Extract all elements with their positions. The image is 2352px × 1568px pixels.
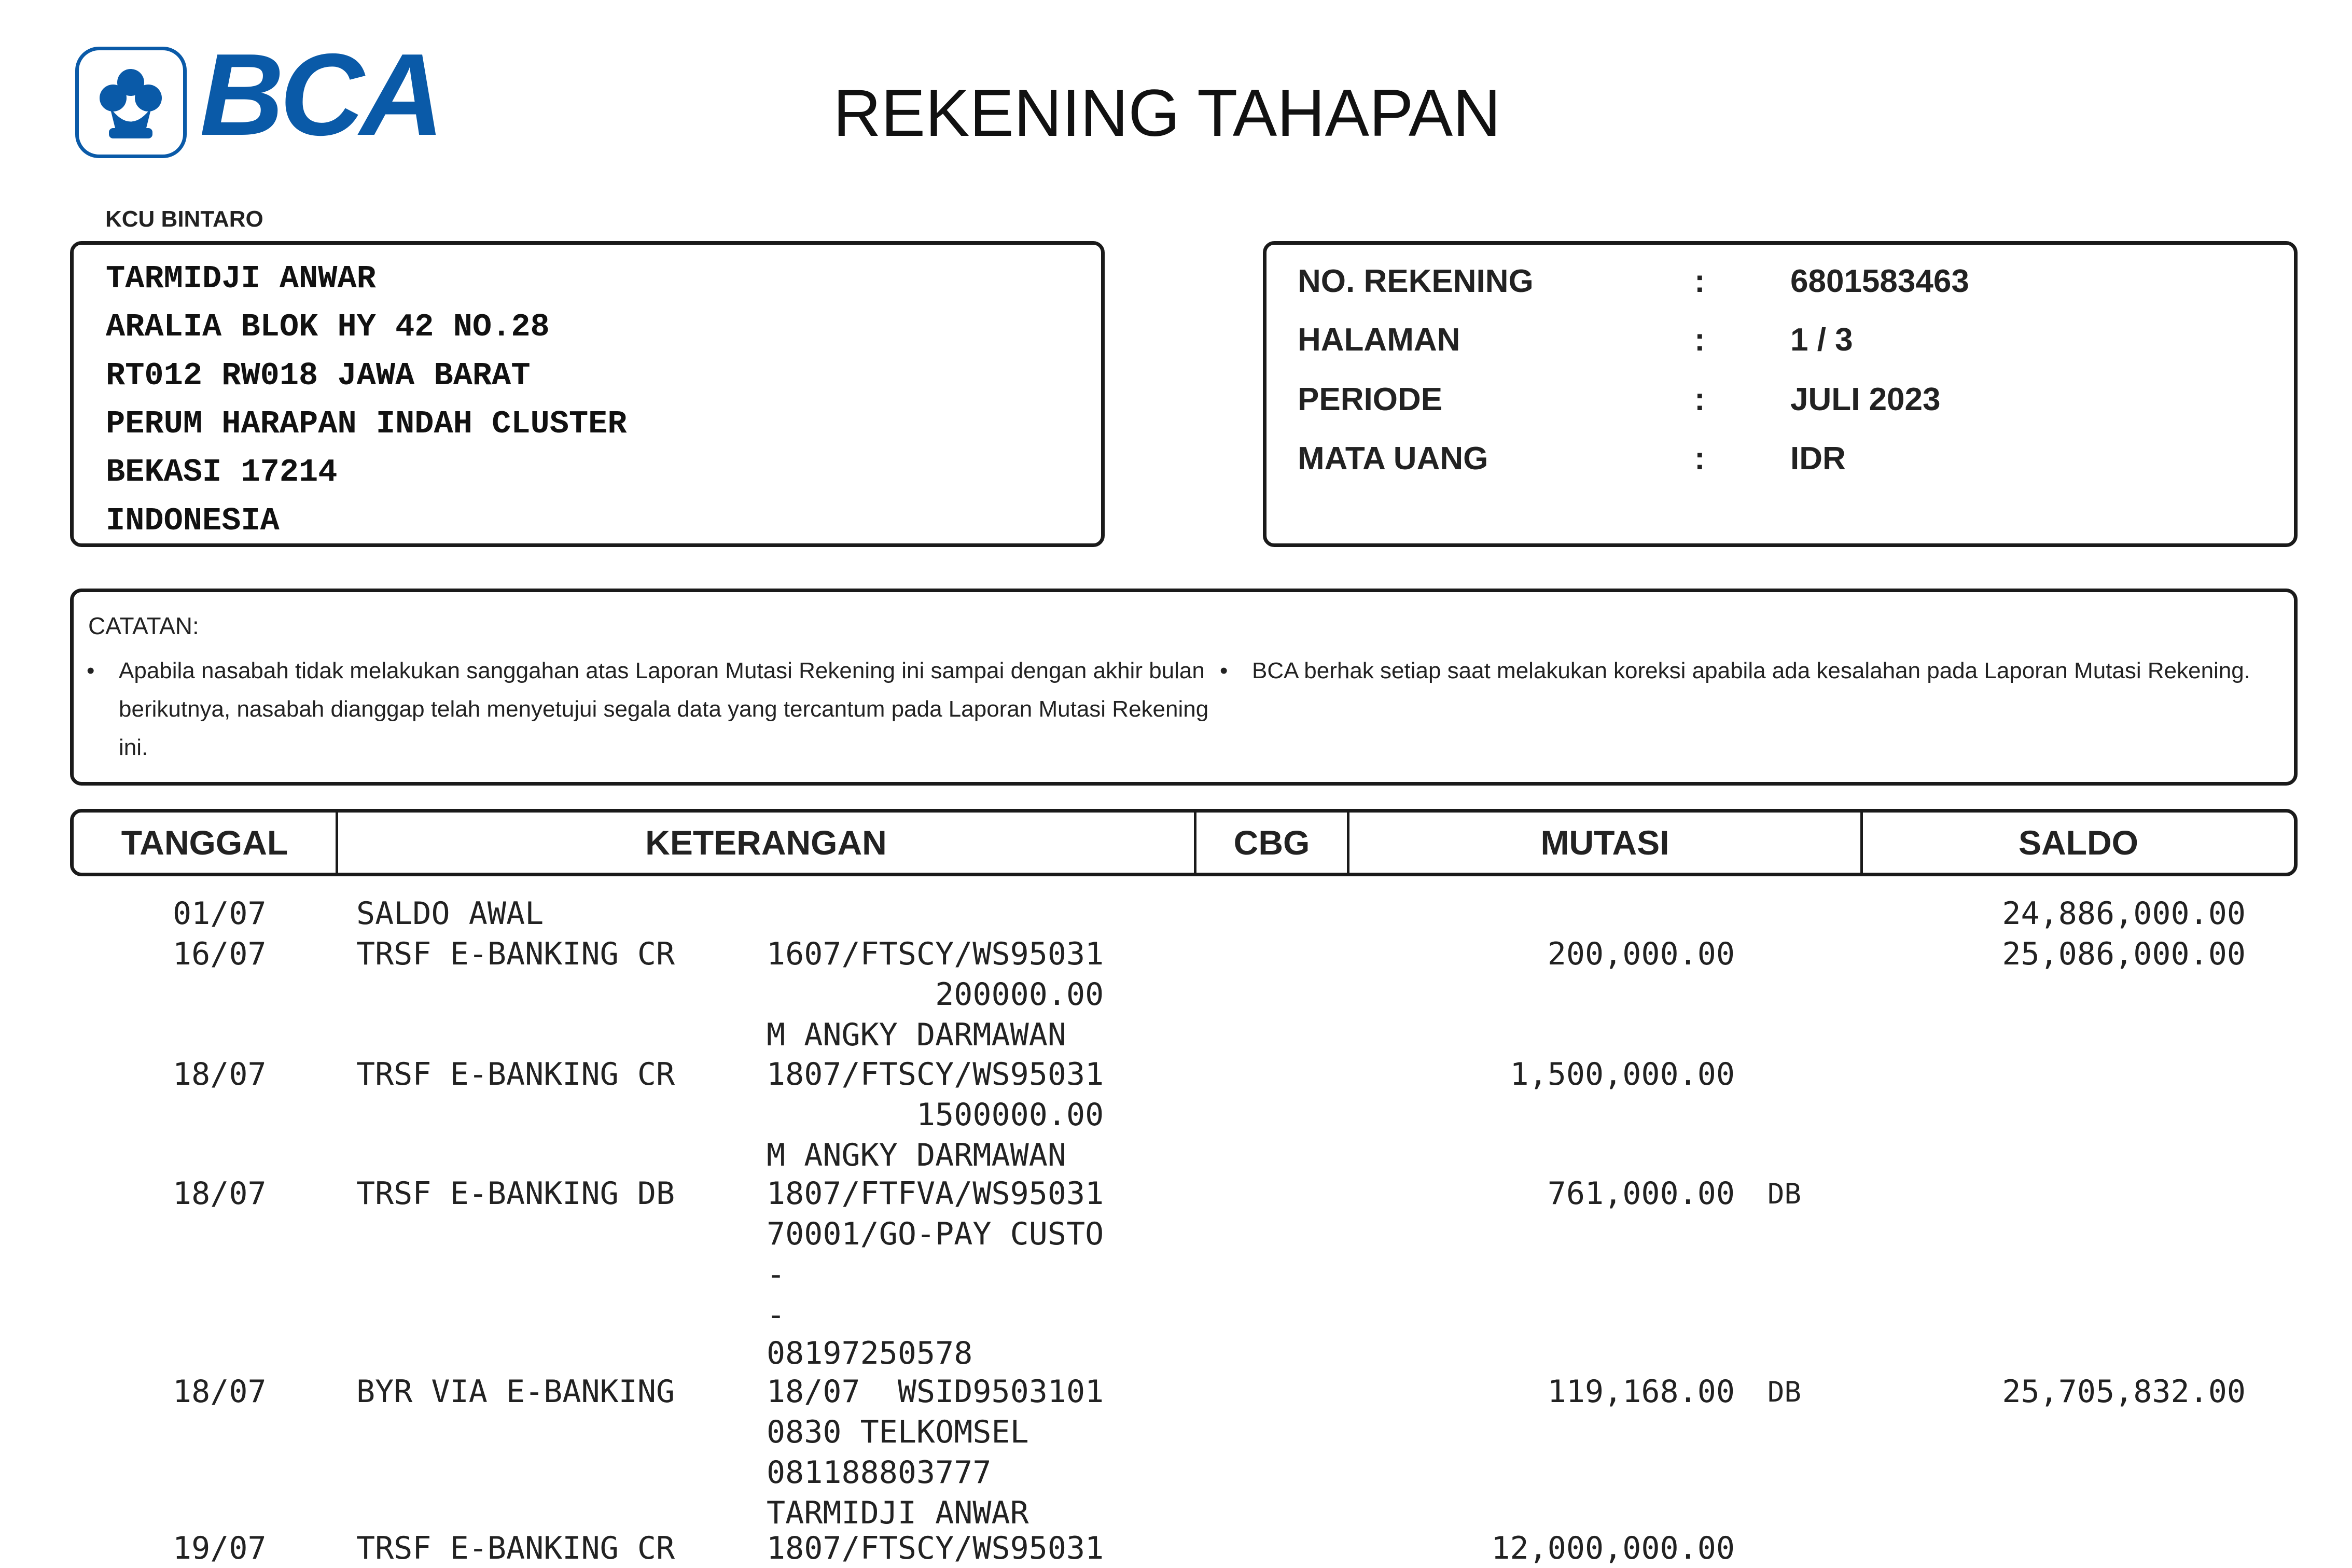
address-line: PERUM HARAPAN INDAH CLUSTER (106, 405, 627, 442)
note-item (1215, 652, 2293, 690)
row-detail: 70001/GO-PAY CUSTO (767, 1216, 1104, 1252)
notes-title: CATATAN: (88, 612, 199, 639)
account-number-value: 6801583463 (1790, 263, 1969, 299)
row-detail: 18/07 WSID9503101 (767, 1374, 1104, 1410)
document-title: REKENING TAHAPAN (833, 76, 1501, 150)
colon: : (1694, 322, 1705, 358)
row-description: TRSF E-BANKING CR (356, 1530, 675, 1566)
bca-logo (75, 29, 440, 161)
currency-label: MATA UANG (1298, 441, 1488, 477)
row-detail: M ANGKY DARMAWAN (767, 1137, 1066, 1173)
colon: : (1694, 441, 1705, 477)
row-detail: - (767, 1256, 786, 1293)
row-amount: 12,000,000.00 (1491, 1530, 1735, 1566)
row-detail: 1500000.00 (767, 1097, 1104, 1133)
note-item (81, 652, 1243, 767)
customer-address-box (70, 241, 1105, 547)
page-label: HALAMAN (1298, 322, 1460, 358)
row-date: 18/07 (173, 1175, 267, 1212)
column-header-mutation: MUTASI (1540, 823, 1669, 862)
row-detail: 0830 TELKOMSEL (767, 1414, 1029, 1450)
row-amount: 761,000.00 (1547, 1175, 1735, 1212)
column-header-date: TANGGAL (121, 823, 288, 862)
row-description: SALDO AWAL (356, 895, 544, 932)
row-balance: 25,086,000.00 (2002, 936, 2246, 972)
bullet-icon: • (87, 658, 95, 683)
period-label: PERIODE (1298, 382, 1443, 417)
row-amount: 1,500,000.00 (1510, 1056, 1735, 1093)
notes-box (70, 589, 2298, 786)
row-description: TRSF E-BANKING CR (356, 936, 675, 972)
row-amount: 119,168.00 (1547, 1374, 1735, 1410)
address-line: TARMIDJI ANWAR (106, 260, 376, 297)
row-detail: M ANGKY DARMAWAN (767, 1017, 1066, 1053)
column-header-branch: CBG (1233, 823, 1310, 862)
row-date: 01/07 (173, 895, 267, 932)
currency-value: IDR (1790, 441, 1846, 477)
row-date: 19/07 (173, 1530, 267, 1566)
row-amount: 200,000.00 (1547, 936, 1735, 972)
row-date: 16/07 (173, 936, 267, 972)
note-text: BCA berhak setiap saat melakukan koreksi apabila ada kesalahan pada Laporan Mutasi Rekening. (1252, 658, 2250, 683)
bank-name: BCA (200, 29, 440, 160)
row-detail: TARMIDJI ANWAR (767, 1495, 1029, 1531)
bullet-icon: • (1220, 658, 1228, 683)
address-line: BEKASI 17214 (106, 454, 338, 491)
row-balance: 24,886,000.00 (2002, 895, 2246, 932)
row-detail: 081188803777 (767, 1454, 992, 1491)
note-text: Apabila nasabah tidak melakukan sanggahan atas Laporan Mutasi Rekening ini sampai dengan akhir bulan berikutnya, nasabah dianggap telah menyetujui segala data yang tercantum pada Laporan Mutasi Rekening ini. (119, 658, 1209, 760)
row-description: BYR VIA E-BANKING (356, 1374, 675, 1410)
row-detail: 08197250578 (767, 1335, 973, 1371)
row-detail: 1607/FTSCY/WS95031 (767, 936, 1104, 972)
column-header-description: KETERANGAN (645, 823, 887, 862)
row-detail: - (767, 1297, 786, 1333)
address-line: ARALIA BLOK HY 42 NO.28 (106, 309, 550, 345)
address-line: INDONESIA (106, 502, 280, 539)
row-debit-marker: DB (1768, 1178, 1802, 1210)
colon: : (1694, 263, 1705, 299)
row-debit-marker: DB (1768, 1376, 1802, 1408)
page-value: 1 / 3 (1790, 322, 1853, 358)
row-date: 18/07 (173, 1056, 267, 1093)
row-balance: 25,705,832.00 (2002, 1374, 2246, 1410)
row-description: TRSF E-BANKING DB (356, 1175, 675, 1212)
row-detail: 200000.00 (767, 976, 1104, 1013)
period-value: JULI 2023 (1790, 382, 1941, 417)
row-description: TRSF E-BANKING CR (356, 1056, 675, 1093)
row-detail: 1807/FTSCY/WS95031 (767, 1056, 1104, 1093)
column-header-balance: SALDO (2019, 823, 2138, 862)
colon: : (1694, 382, 1705, 417)
row-date: 18/07 (173, 1374, 267, 1410)
address-line: RT012 RW018 JAWA BARAT (106, 357, 531, 394)
row-detail: 1807/FTFVA/WS95031 (767, 1175, 1104, 1212)
account-number-label: NO. REKENING (1298, 263, 1534, 299)
table-header (70, 809, 2298, 876)
bca-emblem-icon (75, 47, 187, 158)
account-info-box (1263, 241, 2298, 547)
row-detail: 1807/FTSCY/WS95031 (767, 1530, 1104, 1566)
branch-name: KCU BINTARO (105, 206, 263, 232)
